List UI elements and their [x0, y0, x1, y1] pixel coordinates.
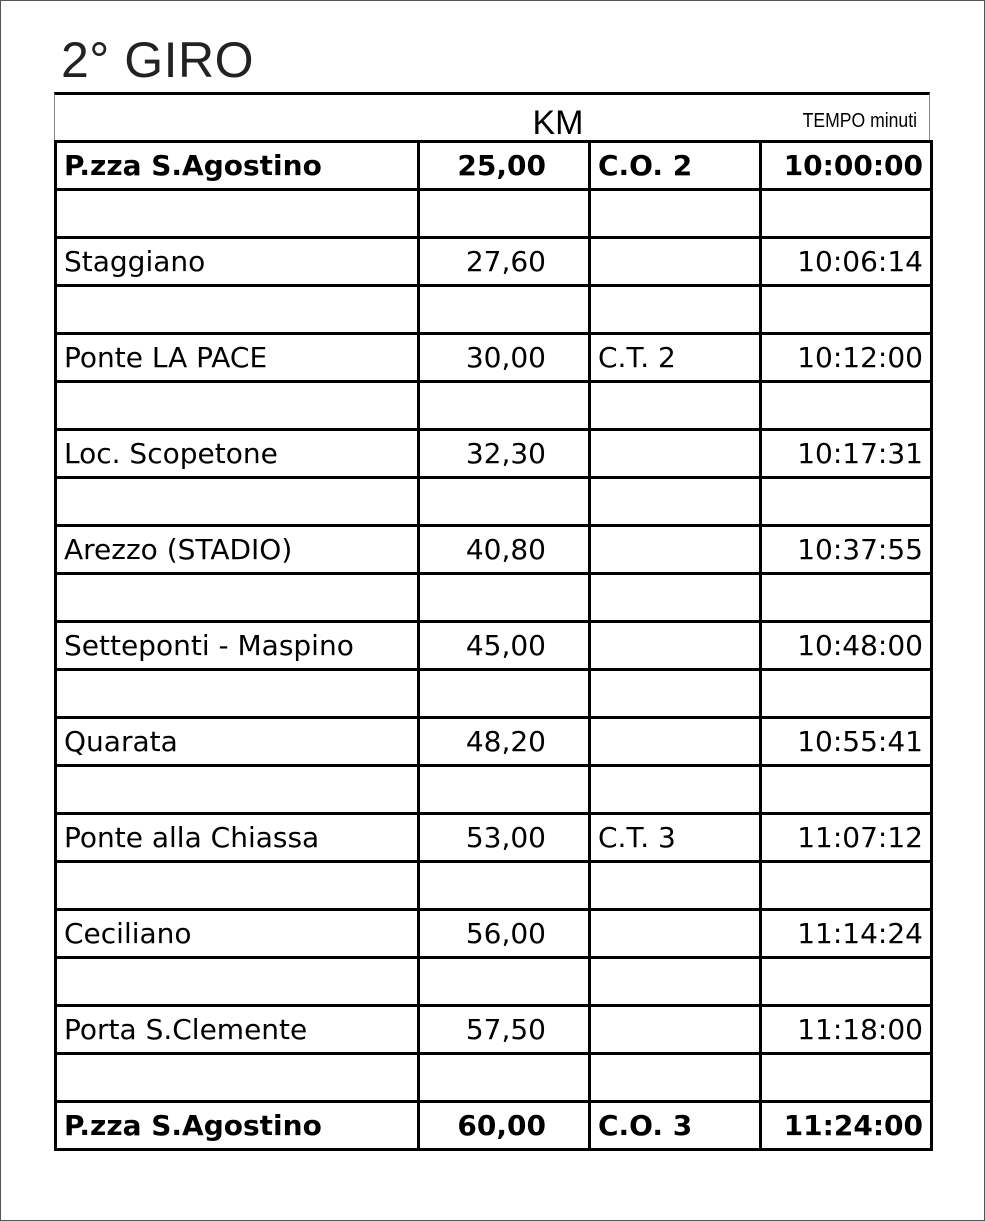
note-cell: C.O. 3: [590, 1102, 761, 1150]
empty-cell: [590, 382, 761, 430]
empty-cell: [590, 958, 761, 1006]
table-header: [54, 92, 930, 140]
table-row: [56, 718, 932, 766]
time-cell: 11:14:24: [761, 910, 932, 958]
empty-cell: [419, 286, 590, 334]
place-cell: Ponte alla Chiassa: [56, 814, 419, 862]
table-row: [56, 1102, 932, 1150]
km-cell: 53,00: [419, 814, 590, 862]
empty-cell: [56, 862, 419, 910]
empty-cell: [56, 670, 419, 718]
place-cell: Setteponti - Maspino: [56, 622, 419, 670]
time-cell: 10:55:41: [761, 718, 932, 766]
empty-cell: [590, 190, 761, 238]
table-row: [56, 814, 932, 862]
table-row: [56, 334, 932, 382]
spacer-row: [56, 190, 932, 238]
note-cell: [590, 1006, 761, 1054]
spacer-row: [56, 382, 932, 430]
place-cell: Ceciliano: [56, 910, 419, 958]
empty-cell: [761, 286, 932, 334]
time-cell: 11:24:00: [761, 1102, 932, 1150]
time-cell: 11:18:00: [761, 1006, 932, 1054]
empty-cell: [590, 478, 761, 526]
route-table: [54, 140, 933, 1151]
place-cell: Loc. Scopetone: [56, 430, 419, 478]
spacer-row: [56, 286, 932, 334]
empty-cell: [419, 670, 590, 718]
empty-cell: [590, 1054, 761, 1102]
route-table-body: [56, 142, 932, 1150]
spacer-row: [56, 1054, 932, 1102]
note-cell: [590, 718, 761, 766]
km-cell: 45,00: [419, 622, 590, 670]
route-table-container: [54, 92, 930, 1151]
page-title: 2° GIRO: [61, 32, 254, 88]
empty-cell: [761, 1054, 932, 1102]
empty-cell: [56, 574, 419, 622]
table-row: [56, 238, 932, 286]
empty-cell: [761, 862, 932, 910]
km-cell: 56,00: [419, 910, 590, 958]
note-cell: [590, 526, 761, 574]
km-cell: 32,30: [419, 430, 590, 478]
empty-cell: [56, 766, 419, 814]
spacer-row: [56, 958, 932, 1006]
note-cell: C.T. 3: [590, 814, 761, 862]
empty-cell: [590, 286, 761, 334]
empty-cell: [761, 670, 932, 718]
empty-cell: [419, 574, 590, 622]
km-cell: 40,80: [419, 526, 590, 574]
table-row: [56, 526, 932, 574]
time-cell: 10:48:00: [761, 622, 932, 670]
spacer-row: [56, 766, 932, 814]
km-cell: 30,00: [419, 334, 590, 382]
place-cell: Porta S.Clemente: [56, 1006, 419, 1054]
place-cell: Quarata: [56, 718, 419, 766]
time-cell: 10:06:14: [761, 238, 932, 286]
empty-cell: [761, 478, 932, 526]
empty-cell: [761, 574, 932, 622]
note-cell: [590, 622, 761, 670]
empty-cell: [419, 478, 590, 526]
time-cell: 11:07:12: [761, 814, 932, 862]
spacer-row: [56, 670, 932, 718]
note-cell: [590, 430, 761, 478]
empty-cell: [590, 862, 761, 910]
note-cell: C.O. 2: [590, 142, 761, 190]
empty-cell: [56, 478, 419, 526]
km-cell: 27,60: [419, 238, 590, 286]
km-cell: 57,50: [419, 1006, 590, 1054]
empty-cell: [56, 1054, 419, 1102]
table-row: [56, 142, 932, 190]
note-cell: C.T. 2: [590, 334, 761, 382]
header-tempo: TEMPO minuti: [802, 110, 917, 132]
empty-cell: [590, 670, 761, 718]
spacer-row: [56, 478, 932, 526]
place-cell: Ponte LA PACE: [56, 334, 419, 382]
table-row: [56, 622, 932, 670]
empty-cell: [56, 286, 419, 334]
km-cell: 25,00: [419, 142, 590, 190]
place-cell: Staggiano: [56, 238, 419, 286]
empty-cell: [761, 190, 932, 238]
empty-cell: [56, 190, 419, 238]
time-cell: 10:00:00: [761, 142, 932, 190]
table-row: [56, 910, 932, 958]
time-cell: 10:17:31: [761, 430, 932, 478]
note-cell: [590, 238, 761, 286]
note-cell: [590, 910, 761, 958]
empty-cell: [419, 1054, 590, 1102]
header-km: KM: [532, 104, 584, 142]
place-cell: P.zza S.Agostino: [56, 142, 419, 190]
empty-cell: [419, 190, 590, 238]
empty-cell: [419, 382, 590, 430]
table-row: [56, 430, 932, 478]
empty-cell: [56, 382, 419, 430]
place-cell: P.zza S.Agostino: [56, 1102, 419, 1150]
spacer-row: [56, 862, 932, 910]
empty-cell: [56, 958, 419, 1006]
empty-cell: [761, 382, 932, 430]
time-cell: 10:12:00: [761, 334, 932, 382]
km-cell: 60,00: [419, 1102, 590, 1150]
table-row: [56, 1006, 932, 1054]
km-cell: 48,20: [419, 718, 590, 766]
place-cell: Arezzo (STADIO): [56, 526, 419, 574]
empty-cell: [419, 862, 590, 910]
empty-cell: [590, 574, 761, 622]
time-cell: 10:37:55: [761, 526, 932, 574]
spacer-row: [56, 574, 932, 622]
empty-cell: [761, 958, 932, 1006]
empty-cell: [419, 766, 590, 814]
empty-cell: [761, 766, 932, 814]
empty-cell: [590, 766, 761, 814]
empty-cell: [419, 958, 590, 1006]
